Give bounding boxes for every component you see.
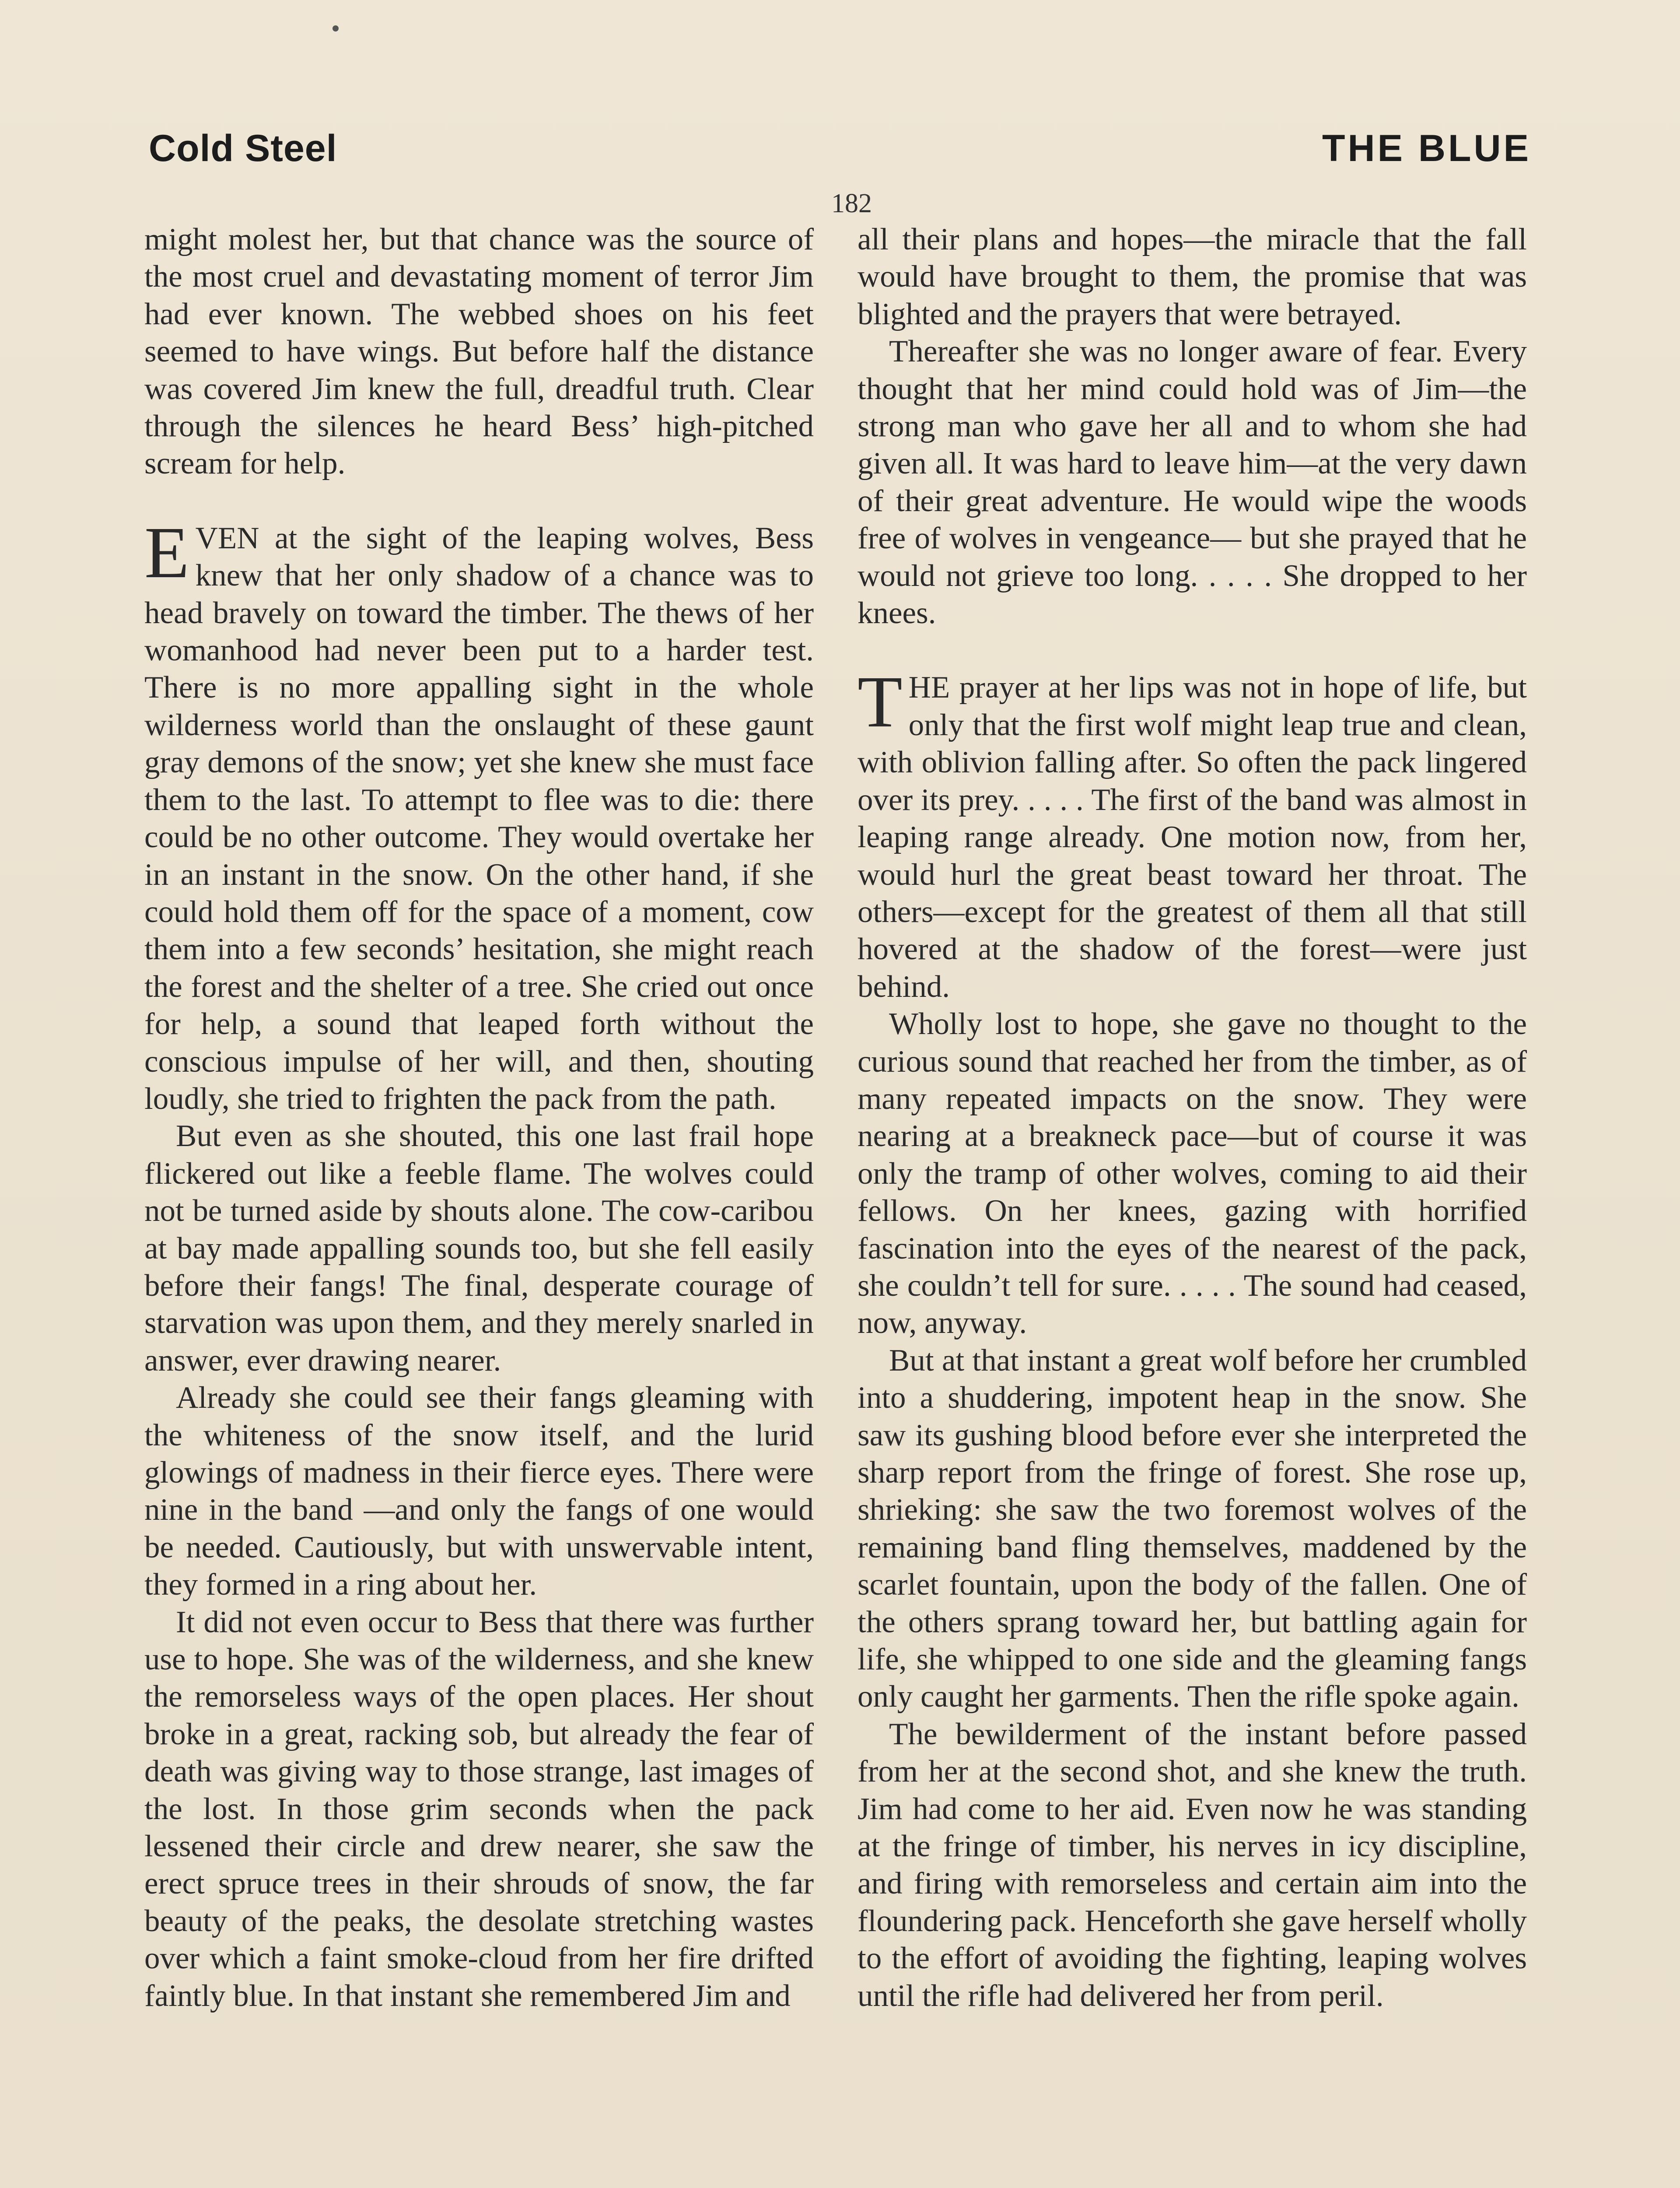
paragraph: might molest her, but that chance was the source of the most cruel and devastating moment of terror Jim had ever known. The webbed shoes on his feet seemed to have wings. But before half the distance was covered Jim knew the full, dreadful truth. Clear through the silences he heard Bess’ high-pitched scream for help. [144, 222, 814, 481]
magazine-title: THE BLUE [1322, 127, 1531, 169]
paragraph: It did not even occur to Bess that there was further use to hope. She was of the wilderness, and she knew the remorseless ways of the open places. Her shout broke in a great, racking sob, but already the fear of death was giving way to those strange, last images of the lost. In those grim seconds when the pack lessened their circle and drew nearer, she saw the erect spruce trees in their shrouds of snow, the far beauty of the peaks, the desolate stretching wastes over which a faint smoke-cloud from her fire drifted faintly blue. In that instant she remembered Jim and [144, 1605, 814, 2013]
story-title: Cold Steel [149, 127, 337, 169]
paragraph: Wholly lost to hope, she gave no thought to the curious sound that reached her from the timber, as of many repeated impacts on the snow. They were nearing at a breakneck pace—but of course it was only the tramp of other wolves, coming to aid their fellows. On her knees, gazing with horrified fascination into the eyes of the nearest of the pack, she couldn’t tell for sure. . . . . The sound had ceased, now, anyway. [858, 1007, 1527, 1340]
section-paragraph [144, 512, 814, 1118]
text-column-right [858, 221, 1527, 2015]
paragraph: But at that instant a great wolf before her crumbled into a shuddering, impotent heap in the snow. She saw its gushing blood before ever she interpreted the sharp report from the fringe of forest. She rose up, shrieking: she saw the two foremost wolves of the remaining band fling themselves, maddened by the scarlet fountain, upon the body of the fallen. One of the others sprang toward her, but battling again for life, she whipped to one side and the gleaming fangs only caught her garments. Then the rifle spoke again. [858, 1343, 1527, 1714]
text-column-left [144, 221, 814, 2015]
paragraph: But even as she shouted, this one last frail hope flickered out like a feeble flame. The wolves could not be turned aside by shouts alone. The cow-caribou at bay made appalling sounds too, but she fell easily before their fangs! The final, desperate courage of starvation was upon them, and they merely snarled in answer, ever drawing nearer. [144, 1119, 814, 1378]
paragraph: all their plans and hopes—the miracle that the fall would have brought to them, the promise that was blighted and the prayers that were betrayed. [858, 222, 1527, 331]
paragraph: Thereafter she was no longer aware of fear. Every thought that her mind could hold was of Jim—the strong man who gave her all and to whom she had given all. It was hard to leave him—at the very dawn of their great adventure. He would wipe the woods free of wolves in vengeance— but she prayed that he would not grieve too long. . . . . She dropped to her knees. [858, 334, 1527, 631]
ink-speck [332, 25, 339, 32]
drop-cap: T [858, 661, 903, 743]
drop-cap: E [144, 512, 189, 593]
paragraph-text: VEN at the sight of the leaping wolves, Bess knew that her only shadow of a chance was to head bravely on toward the timber. The thews of her womanhood had never been put to a harder test. There is no more appalling sight in the whole wilderness world than the onslaught of these gaunt gray demons of the snow; yet she knew she must face them to the last. To attempt to flee was to die: there could be no other outcome. They would overtake her in an instant in the snow. On the other hand, if she could hold them off for the space of a moment, cow them into a few seconds’ hesitation, she might reach the forest and the shelter of a tree. She cried out once for help, a sound that leaped forth without the conscious impulse of her will, and then, shouting loudly, she tried to frighten the pack from the path. [144, 521, 814, 1116]
paragraph: Already she could see their fangs gleaming with the whiteness of the snow itself, and the lurid glowings of madness in their fierce eyes. There were nine in the band —and only the fangs of one would be needed. Cautiously, but with unswervable intent, they formed in a ring about her. [144, 1381, 814, 1602]
section-paragraph [858, 661, 1527, 1006]
paragraph: The bewilderment of the instant before passed from her at the second shot, and she knew the truth. Jim had come to her aid. Even now he was standing at the fringe of timber, his nerves in icy discipline, and firing with remorseless and certain aim into the floundering pack. Henceforth she gave herself wholly to the effort of avoiding the fighting, leaping wolves until the rifle had delivered her from peril. [858, 1717, 1527, 2013]
paragraph-text: HE prayer at her lips was not in hope of life, but only that the first wolf might leap true and clean, with oblivion falling after. So often the pack lingered over its prey. . . . . The first of the band was almost in leaping range already. One motion now, from her, would hurl the great beast toward her throat. The others—except for the greatest of them all that still hovered at the shadow of the forest—were just behind. [858, 670, 1527, 1004]
page-number: 182 [831, 189, 872, 218]
